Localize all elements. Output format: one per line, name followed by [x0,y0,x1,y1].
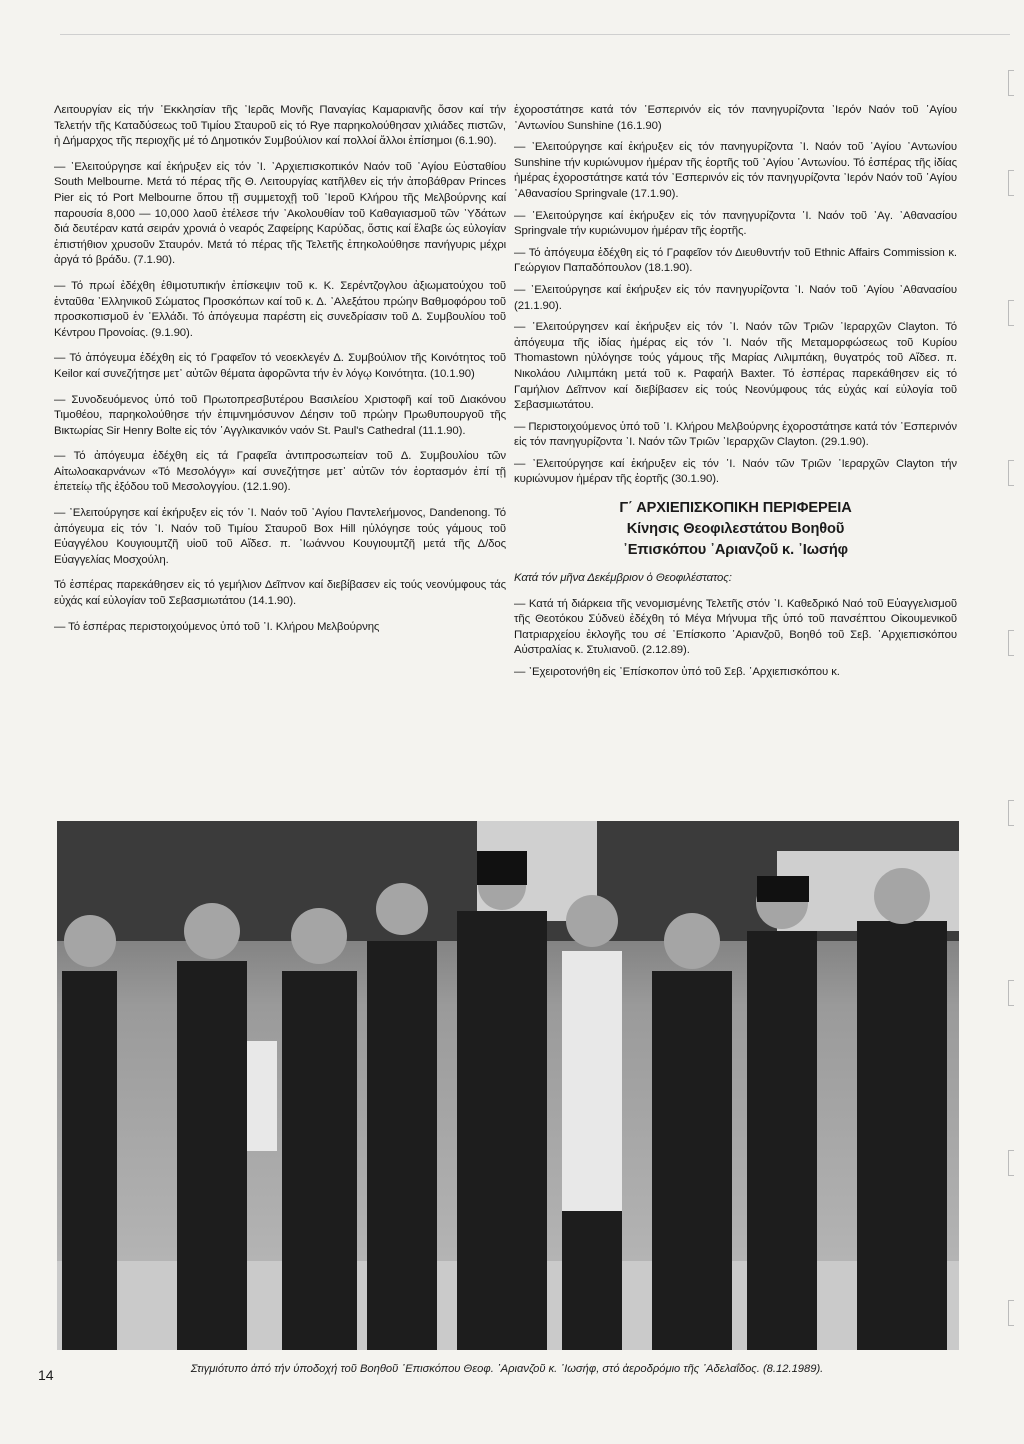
section-title: Γ΄ ΑΡΧΙΕΠΙΣΚΟΠΙΚΗ ΠΕΡΙΦΕΡΕΙΑ [619,500,852,517]
paragraph: Λειτουργίαν εἰς τήν ᾿Εκκλησίαν τῆς ᾿Ιερᾶς Μονῆς Παναγίας Καμαριανῆς ὅσον καί τήν Τελετήν τῆς Καταδύσεως τοῦ Τιμίου Σταυροῦ εἰς τό Rye παρηκολούθησαν χιλιάδες πιστῶν, ἡ Δήμαρχος τῆς περιοχῆς μέ τό Δημοτικόν Συμβούλιον καί πολλοί ἄλλοι ἐπίσημοι (6.1.90). [54,104,506,148]
group-photo [57,821,959,1350]
paragraph: — Τό ἀπόγευμα ἐδέχθη εἰς τό Γραφεῖον τόν Διευθυντήν τοῦ Ethnic Affairs Commission κ. Γεώργιον Παπαδόπουλον (18.1.90). [514,246,957,275]
photo-caption: Στιγμιότυπο ἀπό τήν ὑποδοχή τοῦ Βοηθοῦ ᾿Επισκόπου Θεοφ. ᾿Αριανζοῦ κ. ᾿Ιωσήφ, στό ἀεροδρόμιο τῆς ᾿Αδελαΐδος. (8.12.1989). [190,1363,824,1375]
paragraph: — ᾿Ελειτούργησεν καί ἐκήρυξεν εἰς τόν ᾿Ι. Ναόν τῶν Τριῶν ᾿Ιεραρχῶν Clayton. Τό ἀπόγευμα τῆς ἰδίας ἡμέρας εἰς τόν ᾿Ι. Ναόν τῆς Μεταμορφώσεως τοῦ Κυρίου Thomastown ηὐλόγησε τούς γάμους τῆς Μαρίας Λιλιμπάκη, θυγατρός τοῦ Αἴδεσ. π. Νικολάου Λιλιμπάκη μετά τοῦ κ. Ραφαήλ Baxter. Τό ἑσπέρας παρεκάθησεν εἰς τό Γαμήλιον Δεῖπνον καί διεβίβασεν εἰς τούς Νεονύμφους τάς εὐχάς καί εὐλογία τοῦ Σεβασμιωτάτου. [514,321,957,412]
paragraph: — ᾿Ελειτούργησε καί ἐκήρυξεν εἰς τόν πανηγυρίζοντα ᾿Ι. Ναόν τοῦ ᾿Αγ. ᾿Αθανασίου Springvale τήν κυριώνυμον ἡμέραν τῆς ἑορτῆς. [514,209,957,238]
right-text-column [514,103,957,687]
section-subtitle-line-1: Κίνησις Θεοφιλεστάτου Βοηθοῦ [626,521,845,538]
paragraph: — Τό ἀπόγευμα ἐδέχθη εἰς τό Γραφεῖον τό νεοεκλεγέν Δ. Συμβούλιον τῆς Κοινότητος τοῦ Keilor καί συνεζήτησε μετ᾿ αὐτῶν θέματα ἀφορῶντα τήν ἐν λόγῳ Κοινότητα. (10.1.90) [54,352,506,380]
top-rule [60,34,1010,35]
paragraph: — ᾿Ελειτούργησε καί ἐκήρυξεν εἰς τόν πανηγυρίζοντα ᾿Ι. Ναόν τοῦ ᾿Αγίου ᾿Αντωνίου Sunshine τήν κυριώνυμον ἡμέραν τῆς ἑορτῆς τοῦ ᾿Αγίου ᾿Αντωνίου. Τό ἑσπέρας τῆς ἰδίας ἡμέρας ἐχοροστάτησε κατά τόν ᾿Εσπερινόν εἰς τόν πανηγυρίζοντα ᾿Ιερόν Ναόν τοῦ ᾿Αγίου ᾿Αθανασίου Springvale (17.1.90). [514,141,957,200]
paragraph: — ᾿Ελειτούργησε καί ἐκήρυξεν εἰς τόν ᾿Ι. ᾿Αρχιεπισκοπικόν Ναόν τοῦ ᾿Αγίου Εὐσταθίου South Melbourne. Μετά τό πέρας τῆς Θ. Λειτουργίας κατῆλθεν εἰς τήν ἀποβάθραν Princes Pier εἰς τό Port Melbourne ὅπου τῇ συμμετοχῇ τοῦ ᾿Ιεροῦ Κλήρου τῆς Μελβούρνης καί παρουσία 8,000 — 10,000 λαοῦ ἐτέλεσε τήν ᾿Ακολουθίαν τοῦ Καθαγιασμοῦ τῶν ᾿Υδάτων διά δευτέραν κατά σειράν χρονιά ὁ νεαρός Ζαφείρης Καρύδας, ὅστις καί ἔλαβε ὡς εὐλογίαν ἐπιστήθιον χρυσοῦν Σταυρόν. Μετά τό πέρας τῆς Τελετῆς ἐπηκολούθησε πανήγυρις μέχρι ἀργά τό βράδυ. (7.1.90). [54,160,506,267]
section-intro: Κατά τόν μῆνα Δεκέμβριον ὁ Θεοφιλέστατος: [514,572,732,585]
paragraph: — ᾿Ελειτούργησε καί ἐκήρυξεν εἰς τόν ᾿Ι. Ναόν τῶν Τριῶν ᾿Ιεραρχῶν Clayton τήν κυριώνυμον ἡμέραν τῆς ἑορτῆς (30.1.90). [514,457,957,486]
section-subtitle [514,519,957,561]
left-text-column [54,103,506,645]
paragraph: Τό ἑσπέρας παρεκάθησεν εἰς τό γεμήλιον Δεῖπνον καί διεβίβασεν εἰς τούς νεονύμφους τάς εὐχάς καί εὐλογίαν τοῦ Σεβασμιωτάτου (14.1.90). [54,579,506,608]
scan-edge-mark [1008,1150,1014,1176]
scan-edge-mark [1008,70,1014,96]
paragraph: — Συνοδευόμενος ὑπό τοῦ Πρωτοπρεσβυτέρου Βασιλείου Χριστοφῆ καί τοῦ Διακόνου Τιμοθέου, παρηκολούθησε τήν ἐπιμνημόσυνον Δέησιν τοῦ πρώην Πρωθυπουργοῦ τῆς Βικτωρίας Sir Henry Bolte εἰς τόν ᾿Αγγλικανικόν ναόν St. Paul's Cathedral (11.1.90). [54,393,506,437]
section-subtitle-line-2: ᾿Επισκόπου ᾿Αριανζοῦ κ. ᾿Ιωσήφ [623,542,848,559]
scan-edge-mark [1008,980,1014,1006]
scan-edge-mark [1008,630,1014,656]
group-photo-illustration [57,821,959,1350]
paragraph: — Κατά τή διάρκεια τῆς νενομισμένης Τελετῆς στόν ᾿Ι. Καθεδρικό Ναό τοῦ Εὐαγγελισμοῦ τῆς Θεοτόκου Σύδνεϋ ἐδέχθη τό Μέγα Μήνυμα τῆς ὑπό τοῦ πανσέπτου Οἰκουμενικοῦ Πατριαρχείου ἐκλογῆς του σέ ᾿Επίσκοπο ᾿Αριανζοῦ, Βοηθό τοῦ Σεβ. ᾿Αρχιεπισκόπου Αὐστραλίας κ. Στυλιανοῦ. (2.12.89). [514,597,957,657]
paragraph: — ᾿Ελειτούργησε καί ἐκήρυξεν εἰς τόν πανηγυρίζοντα ᾿Ι. Ναόν τοῦ ᾿Αγίου ᾿Αθανασίου (21.1.90). [514,283,957,312]
paragraph: — Τό ἀπόγευμα ἐδέχθη εἰς τά Γραφεῖα ἀντιπροσωπείαν τοῦ Δ. Συμβουλίου τῶν Αἰτωλοακαρνάνων «Τό Μεσολόγγι» καί συνεζήτησε μετ᾿ αὐτῶν τόν ἑορτασμόν ἐπί τῇ ἐπετείῳ τῆς ἐξόδου τοῦ Μεσολογγίου. (12.1.90). [54,450,506,494]
paragraph: — Περιστοιχούμενος ὑπό τοῦ ᾿Ι. Κλήρου Μελβούρνης ἐχοροστάτησε κατά τόν ᾿Εσπερινόν εἰς τόν πανηγυρίζοντα ᾿Ι. Ναόν τῶν Τριῶν ᾿Ιεραρχῶν Clayton. (29.1.90). [514,420,957,449]
scan-edge-mark [1008,800,1014,826]
paragraph: — Τό πρωί ἐδέχθη ἐθιμοτυπικήν ἐπίσκεψιν τοῦ κ. Κ. Σερέντζογλου ἀξιωματούχου τοῦ ἐνταῦθα ᾿Ελληνικοῦ Σώματος Προσκόπων καί τοῦ κ. Δ. ᾿Αλεξάτου πρώην Βαθμοφόρου τοῦ προσκοπισμοῦ ἐν ᾿Ελλάδι. Τό ἀπόγευμα παρέστη εἰς συνεδρίασιν τοῦ Δ. Συμβουλίου τοῦ Κέντρου Προνοίας. (9.1.90). [54,279,506,339]
page-number: 14 [38,1367,54,1383]
paragraph: — Τό ἑσπέρας περιστοιχούμενος ὑπό τοῦ ᾿Ι. Κλήρου Μελβούρνης [54,620,380,633]
scan-edge-mark [1008,460,1014,486]
scan-edge-mark [1008,300,1014,326]
paragraph: — ᾿Ελειτούργησε καί ἐκήρυξεν εἰς τόν ᾿Ι. Ναόν τοῦ ᾿Αγίου Παντελεήμονος, Dandenong. Τό ἀπόγευμα εἰς τόν ᾿Ι. Ναόν τοῦ Τιμίου Σταυροῦ Box Hill ηὐλόγησε τούς γάμους τοῦ Εὐαγγέλου Κουγιουμτζῆ υἱοῦ τοῦ Αἴδεσ. π. ᾿Ιωάννου Κουγιουμτζῆ μετά τῆς Δ/δος Εὐαγγελίας Μοσχούλη. [54,507,506,566]
scan-edge-mark [1008,170,1014,196]
paragraph: ἐχοροστάτησε κατά τόν ᾿Εσπερινόν εἰς τόν πανηγυρίζοντα ᾿Ιερόν Ναόν τοῦ ᾿Αγίου ᾿Αντωνίου Sunshine (16.1.90) [514,104,957,132]
scan-edge-mark [1008,1300,1014,1326]
paragraph: — ᾿Εχειροτονήθη εἰς ᾿Επίσκοπον ὑπό τοῦ Σεβ. ᾿Αρχιεπισκόπου κ. [514,666,840,679]
